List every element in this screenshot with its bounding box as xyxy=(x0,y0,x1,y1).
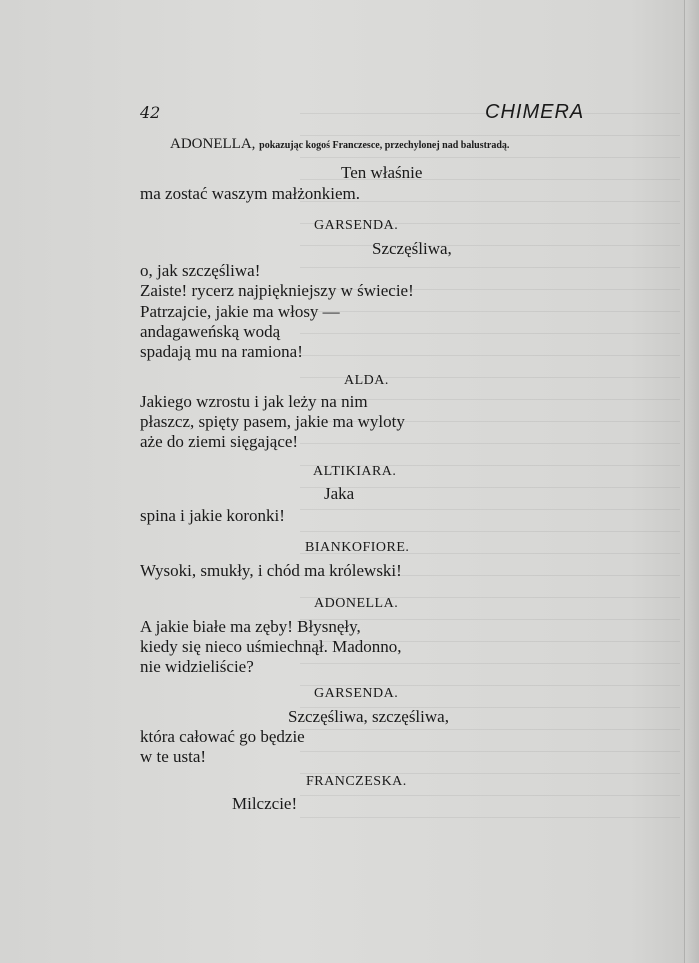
verse-line: w te usta! xyxy=(140,747,207,766)
stage-direction xyxy=(170,136,509,153)
verse-line: Jakiego wzrostu i jak leży na nim xyxy=(140,392,368,411)
verse-line: andagaweńską wodą xyxy=(140,322,281,341)
verse-line: aże do ziemi sięgające! xyxy=(140,432,299,451)
verse-line: spina i jakie koronki! xyxy=(140,506,285,525)
running-title: CHIMERA xyxy=(485,101,585,123)
verse-line: nie widzieliście? xyxy=(140,657,254,676)
speaker-name: GARSENDA. xyxy=(314,218,399,233)
page-number: 42 xyxy=(140,103,161,122)
verse-line: Szczęśliwa, szczęśliwa, xyxy=(288,707,449,726)
verse-line: Patrzajcie, jakie ma włosy — xyxy=(140,302,340,321)
verse-line: Szczęśliwa, xyxy=(372,239,452,258)
stage-direction-text: pokazując kogoś Franczesce, przechylonej nad balustradą. xyxy=(259,140,510,151)
verse-line: A jakie białe ma zęby! Błysnęły, xyxy=(140,617,361,636)
speaker-name: FRANCZESKA. xyxy=(306,774,407,789)
verse-line: Jaka xyxy=(324,484,355,503)
verse-line: kiedy się nieco uśmiechnął. Madonno, xyxy=(140,637,402,656)
stage-speaker: ADONELLA, xyxy=(170,136,256,152)
speaker-name: BIANKOFIORE. xyxy=(305,540,410,555)
verse-line: Milczcie! xyxy=(232,794,298,813)
speaker-name: GARSENDA. xyxy=(314,686,399,701)
verse-line: ma zostać waszym małżonkiem. xyxy=(140,184,360,203)
speaker-name: ALDA. xyxy=(344,373,389,388)
speaker-name: ADONELLA. xyxy=(314,596,399,611)
verse-line: o, jak szczęśliwa! xyxy=(140,261,261,280)
verse-line: płaszcz, spięty pasem, jakie ma wyloty xyxy=(140,412,405,431)
verse-line: Ten właśnie xyxy=(341,163,423,182)
verse-line: Wysoki, smukły, i chód ma królewski! xyxy=(140,561,402,580)
verse-line: spadają mu na ramiona! xyxy=(140,342,303,361)
speaker-name: ALTIKIARA. xyxy=(313,464,397,479)
verse-line: która całować go będzie xyxy=(140,727,305,746)
page-edge xyxy=(684,0,699,963)
verse-line: Zaiste! rycerz najpiękniejszy w świecie! xyxy=(140,281,414,300)
